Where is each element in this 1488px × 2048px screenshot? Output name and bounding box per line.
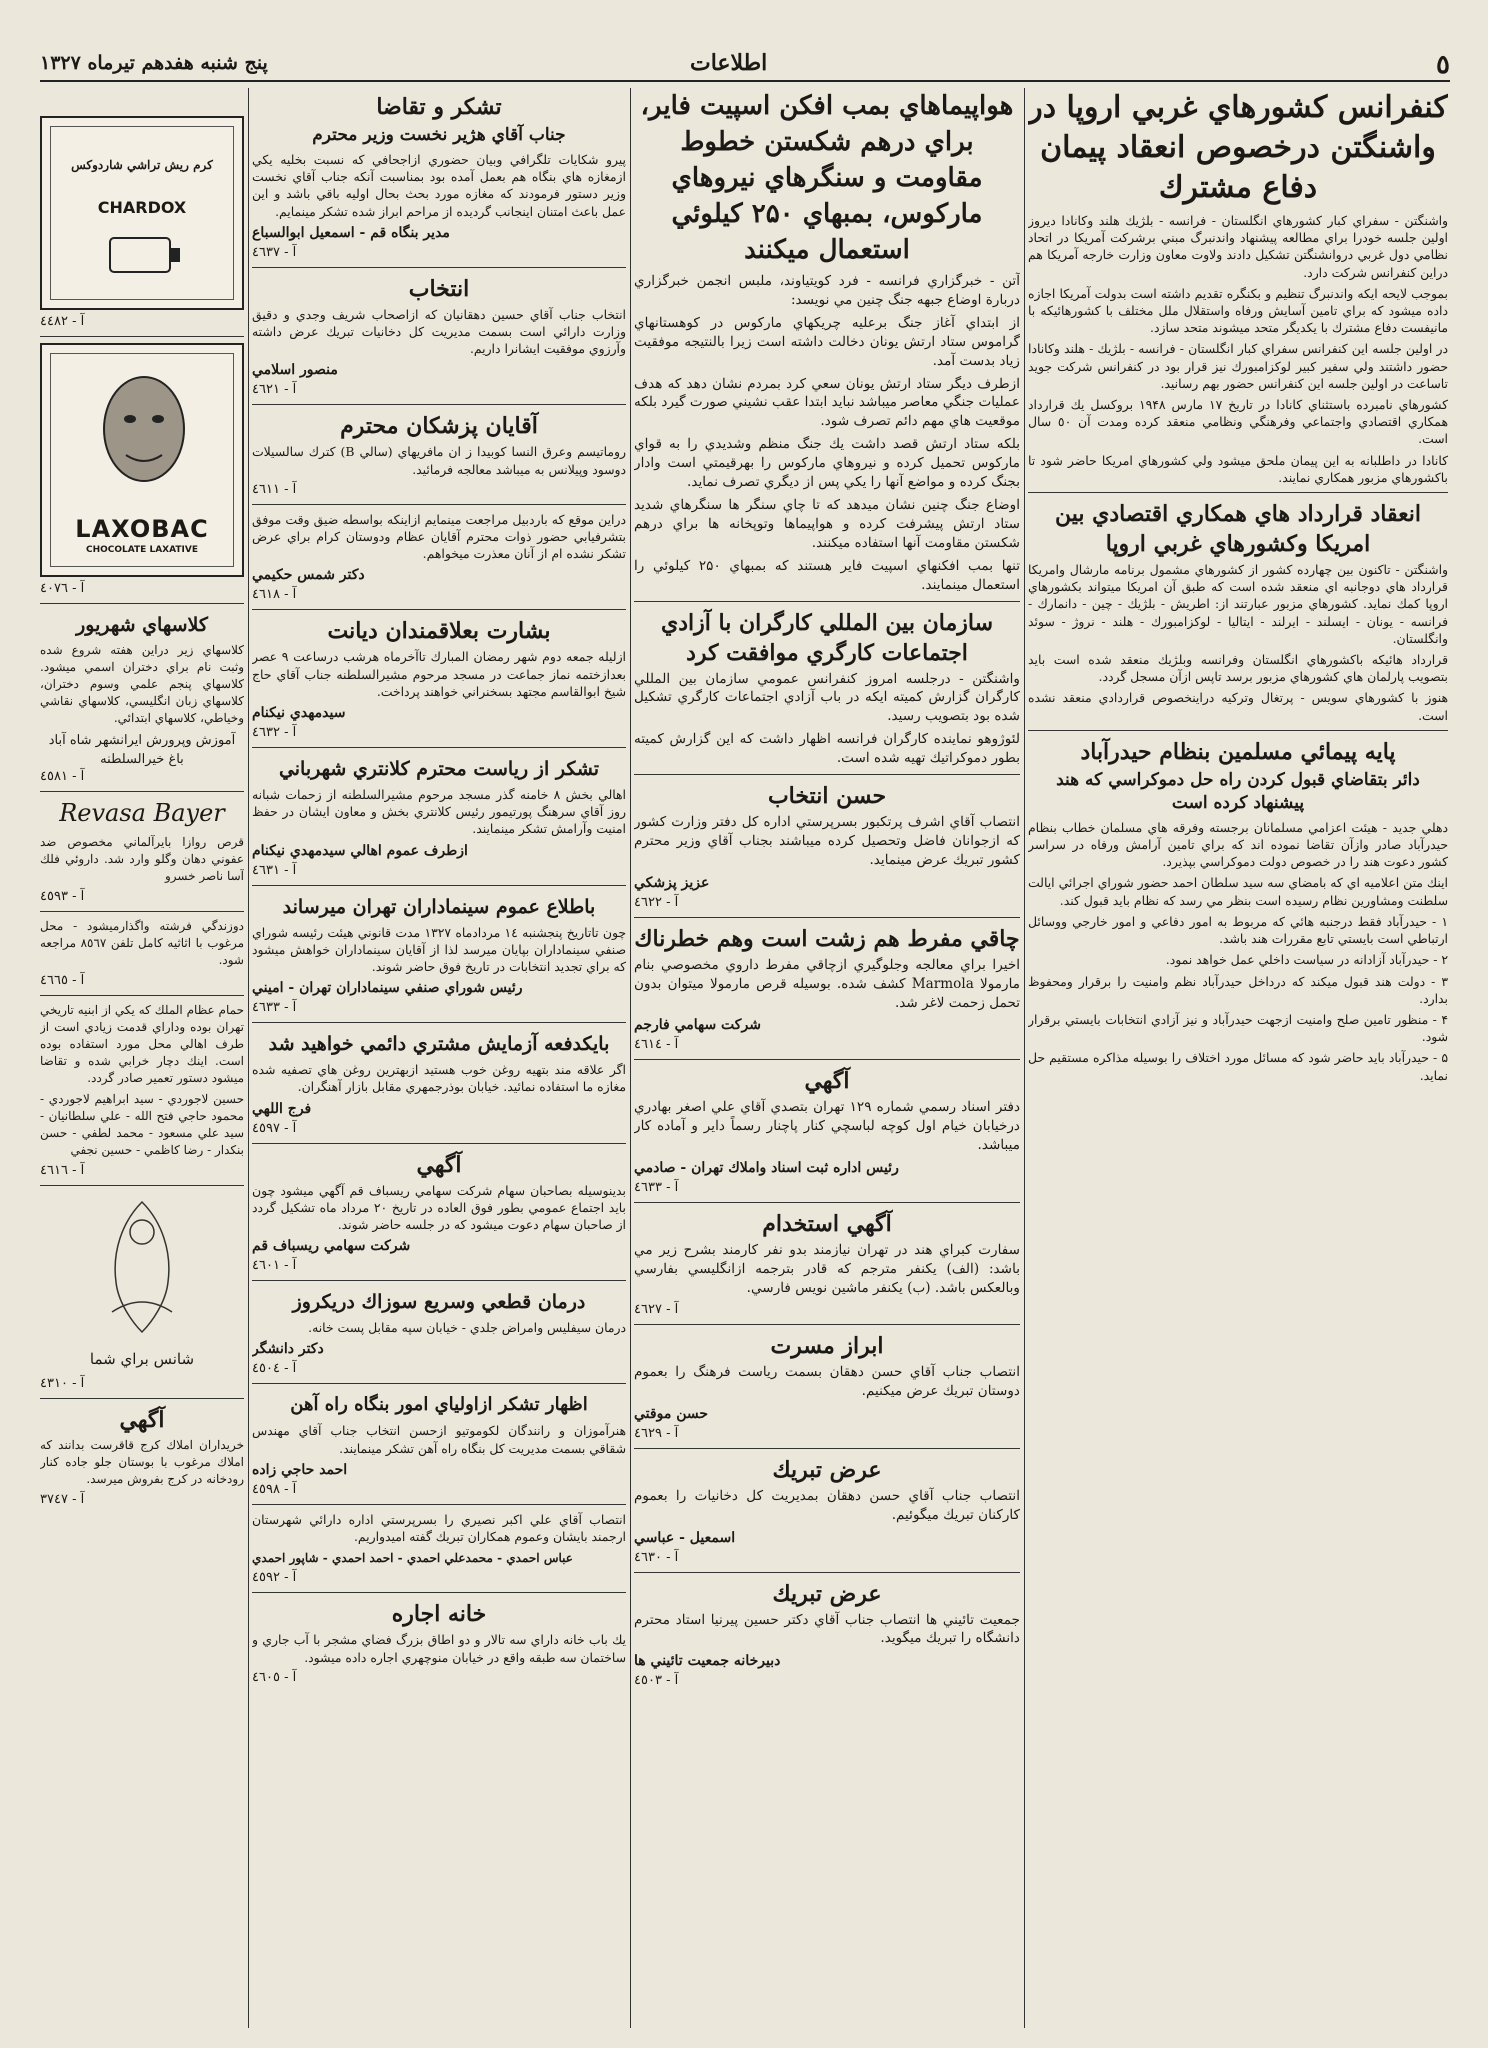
notice-body: هنرآموزان و رانندگان لكوموتيو ازحسن انتخاب جناب آقاي مهندس شقاقي بسمت مديريت كل بنگاه راه آهن تشكر مينمايند.	[252, 1423, 626, 1456]
divider	[40, 911, 244, 912]
notice-ref: آ - ٤٦٢١	[252, 382, 297, 398]
notice-title: حسن انتخاب	[767, 783, 887, 810]
column-1	[1028, 88, 1448, 2028]
paragraph: لئوژوهو نماينده كارگران فرانسه اظهار داشت كه اين گزارش كميته بطور دموكراتيك تهيه شده است.	[634, 731, 1020, 767]
column-3	[252, 88, 626, 2028]
ad-ref: آ - ٤٤٨٢	[40, 314, 85, 329]
article-body	[1028, 819, 1448, 1084]
lady-luck-illustration-icon	[82, 1192, 202, 1342]
ad-slogan: شانس براي شما	[89, 1350, 195, 1368]
tube-icon	[104, 226, 184, 286]
newspaper-name: اطلاعات	[690, 50, 768, 76]
notice-ref: آ - ٤٦٢٧	[634, 1301, 679, 1317]
paragraph: از ابتداي آغاز جنگ برعليه چريكهاي ماركوس در كوهستانهاي گراموس ستاد ارتش يونان دخالت داشته است زيرا بالنتيجه موفقيت زياد بدست آمد.	[634, 314, 1020, 369]
divider	[1028, 730, 1448, 731]
notice-title: باطلاع عموم سينماداران تهران ميرساند	[282, 895, 596, 918]
paragraph: ۳ - دولت هند قبول ميكند كه درداخل حيدرآباد نظم وامنيت را برقرار ومحفوظ بدارد.	[1028, 973, 1448, 1006]
notice-ref: آ - ٤٦٢٢	[634, 894, 679, 910]
notice-ref: آ - ٤٥٩٢	[252, 1570, 297, 1586]
divider	[252, 1280, 626, 1281]
paragraph: بموجب لايحه ايكه واندنبرگ تنظيم و بكنگره تقديم داشته است بدولت آمريكا اجازه داده ميشود كه براي تامين آسايش ورفاه واستقلال ملل مختلف با كشورهائيكه با مانيفست دفاع مشترك با يكديگر متحد ميشوند متحد سازد.	[1028, 285, 1448, 336]
notice-signatories: حسين لاجوردي - سيد ابراهيم لاجوردي - محمود حاجي فتح الله - علي سلطانيان - سيد علي مسعود - محمد لطفي - حسن بنكدار - رضا كاظمي - حسين نجفي	[40, 1092, 244, 1157]
notice-ref: آ - ٤٦١٨	[252, 587, 297, 603]
divider	[252, 504, 626, 505]
notice-title: بشارت بعلاقمندان ديانت	[327, 618, 551, 645]
divider	[40, 603, 244, 604]
notice-body: درمان سيفليس وامراض جلدي - خيابان سپه مقابل پست خانه.	[308, 1320, 626, 1336]
notice-ref: آ - ٣٧٤٧	[40, 1492, 85, 1507]
notice-signature: مدير بنگاه قم - اسمعيل ابوالسباع	[252, 224, 450, 241]
paragraph: ۴ - منظور تامين صلح وامنيت ازجهت حيدرآباد و نيز آزادي انتخابات بايستي برقرار شود.	[1028, 1011, 1448, 1045]
notice-signature: منصور اسلامي	[252, 362, 338, 379]
notice-ref: آ - ٤٥٩٣	[40, 889, 85, 904]
notice-publisher: آموزش وپرورش ايرانشهر شاه آباد باغ خيرالسلطنه	[48, 733, 236, 767]
paragraph: كشورهاي نامبرده باستثناي كانادا در تاريخ ۱۷ مارس ۱۹۴۸ بروكسل يك قرارداد همكاري اقتصادي واجتماعي وفرهنگي ونظامي منعقد كرده ومدت آن ٥٠ سال است.	[1028, 397, 1448, 447]
column-4	[40, 88, 244, 2028]
column-2	[634, 88, 1020, 2028]
article-body	[634, 272, 1020, 595]
notice-ref: آ - ٤٦٣٢	[252, 725, 297, 741]
divider	[40, 336, 244, 337]
notice-ref: آ - ٤٥٠٤	[252, 1361, 297, 1377]
paragraph: دهلي جديد - هيئت اعزامي مسلمانان برجسته وفرقه هاي مسلمان خطاب بنظام حيدرآباد صادر وازآن تقاضا نموده اند كه براي تامين آرامش ورفاه در سراسر كشور دعوت هند را در خصوص دولت دموكراسي بپذيرد.	[1028, 819, 1448, 870]
notice-body: دوزندگي فرشته واگذارميشود - محل مرغوب با اثاثيه كامل تلفن ٨٥٦٧ مراجعه شود.	[40, 919, 244, 967]
notice-signature: رئيس شوراي صنفي سينماداران تهران - اميني	[252, 980, 523, 997]
paragraph: هنوز با كشورهاي سويس - پرتغال وتركيه دراينخصوص قراردادي منعقد نشده است.	[1028, 690, 1448, 723]
paragraph: بلكه ستاد ارتش قصد داشت يك جنگ منظم وشديدي را به قواي ماركوس تحميل كرده و نيروهاي ماركوس را بهرقيمتي است وادار بجنگ كرده و مواضع آنها را يكي پس از ديگري تصرف نمايد.	[634, 436, 1020, 491]
notice-body: ازليله جمعه دوم شهر رمضان المبارك تاآخرماه هرشب درساعت ۹ عصر بعدازختمه نماز جماعت در مسجد مرحوم مشيرالسلطنه جناب آقاي حاج شيخ ابوالقاسم مجتهد بسخنراني خواهند پرداخت.	[252, 649, 626, 699]
issue-date: پنج شنبه هفدهم تیرماه ۱۳۲۷	[40, 52, 268, 74]
divider	[634, 1324, 1020, 1325]
divider	[40, 1398, 244, 1399]
divider	[252, 1383, 626, 1384]
divider	[634, 1202, 1020, 1203]
notice-signature: ازطرف عموم اهالي سيدمهدي نيكنام	[252, 842, 468, 859]
notice-ref: آ - ٤٦٦٥	[40, 973, 85, 988]
notice-ref: آ - ٤٥٨١	[40, 769, 85, 784]
notice-title: آقايان پزشكان محترم	[340, 413, 538, 440]
ad-laxobac	[40, 343, 244, 577]
divider	[252, 267, 626, 268]
notice-signature: حسن موقتي	[634, 1405, 708, 1422]
notice-signature: دكتر دانشگر	[252, 1341, 324, 1358]
notice-signature: دكتر شمس حكيمي	[252, 567, 365, 584]
notice-body: كلاسهاي زير دراين هفته شروع شده وثبت نام براي دختران اسمي ميشود. كلاسهاي پنجم علمي وسوم دختران، كلاسهاي زبان انگليسي، كلاسهاي نقاشي وخياطي، كلاسهاي ابتدائي.	[40, 643, 244, 725]
notice-body: انتصاب جناب آقاي حسن دهقان بسمت رياست فرهنگ را بعموم دوستان تبريك عرض ميكنيم.	[634, 1363, 1020, 1399]
notice-title: آگهي	[804, 1068, 850, 1095]
notice-ref: آ - ٤٦٠٥	[252, 1669, 297, 1685]
paragraph: قرارداد هائيكه باكشورهاي انگلستان وفرانسه وبلژيك منعقد شده است بايد بتصويب پارلمان هاي كشورهاي مزبور برسد تاپس ازآن مسجل گردد.	[1028, 652, 1448, 685]
paragraph: اوضاع جنگ چنين نشان ميدهد كه تا چاي سنگر ها سنگرهاي شديد ستاد ارتش پيشرفت كرده و هواپيماها وتوپخانه ها براي درهم شكستن مقاومت آنها استفاده ميكنند.	[634, 496, 1020, 551]
notice-body: چون تاتاريخ پنجشنبه ۱٤ مردادماه ۱۳۲۷ مدت قانوني هيئت رئيسه شوراي صنفي سينماداران بپايان ميرسد لذا از آقايان سينماداران خواهش ميشود كه براي تجديد انتخابات در تاريخ فوق حاضر شوند.	[252, 924, 626, 975]
column-rule	[248, 88, 249, 2028]
notice-body: دراين موقع كه باردبيل مراجعت مينمايم ازاينكه بواسطه ضيق وقت موفق بتشرفيابي حضور ذوات محترم آقايان عظام ودوستان كرام براي عرض تشكر نشده ام از آنان معذرت ميخواهم.	[252, 511, 626, 562]
paragraph: ۲ - حيدرآباد آزادانه در سياست داخلي عمل خواهد نمود.	[1165, 952, 1448, 968]
paragraph: ۱ - حيدرآباد فقط درجنبه هائي كه مربوط به امور دفاعي و امور خارجي ووسائل ارتباطي است بايستي تابع مقررات هند باشد.	[1028, 913, 1448, 947]
article-body	[1028, 561, 1448, 724]
notice-title: آگهي	[416, 1151, 462, 1178]
notice-body: اهالي بخش ۸ خامنه گذر مسجد مرحوم مشيرالسلطنه از زحمات شبانه روز آقاي سرهنگ پورتيمور رئيس كلانتري بخش و معاون ايشان در حفظ امنيت وآرامش تشكر مينمايند.	[252, 787, 626, 837]
notice-title: انتخاب	[408, 275, 470, 302]
divider	[634, 917, 1020, 918]
ad-ref: آ - ٤٠٧٦	[40, 581, 85, 596]
ad-line: كرم ريش تراشي شاردوكس	[71, 158, 213, 172]
notice-title: كلاسهاي شهريور	[76, 614, 208, 636]
notice-signature: احمد حاجي زاده	[252, 1461, 348, 1478]
notice-signature: فرج اللهي	[252, 1100, 312, 1117]
notice-signature: عزيز پزشكي	[634, 874, 710, 891]
notice-body: حمام عظام الملك كه يكي از ابنيه تاريخي تهران بوده وداراي قدمت زيادي است از طرف اهالي محل مورد استفاده بوده است. اينك دچار خرابي شده و تقاضا ميشود دستور تعمير صادر گردد.	[40, 1003, 244, 1085]
notice-body: اگر علاقه مند بتهيه روغن خوب هستيد ازبهترين روغن هاي تصفيه شده مغازه ما استفاده نمائيد. خيابان بوذرجمهري مقابل بازار آهنگران.	[252, 1062, 626, 1095]
notice-ref: آ - ٤٥٠٣	[634, 1673, 679, 1689]
notice-ref: آ - ٤٦٣٣	[634, 1180, 679, 1196]
article-headline: پايه پيمائي مسلمين بنظام حيدرآباد	[1080, 738, 1396, 765]
column-rule	[1024, 88, 1025, 2028]
article-headline: كنفرانس كشورهاي غربي اروپا در واشنگتن درخصوص انعقاد پيمان دفاع مشترك	[1028, 90, 1448, 205]
notice-subtitle: جناب آقاي هژير نخست وزير محترم	[312, 125, 566, 145]
notice-body: انتصاب آقاي علي اكبر نصيري را بسرپرستي اداره دارائي شهرستان ارجمند بايشان وعموم همكاران تبريك گفته اميدواريم.	[252, 1511, 626, 1545]
divider	[252, 1143, 626, 1144]
notice-body: انتصاب جناب آقاي حسن دهقان بمديريت كل دخانيات را بعموم كاركنان تبريك ميگوئيم.	[634, 1487, 1020, 1523]
divider	[634, 601, 1020, 602]
notice-body: پيرو شكايات تلگرافي وبيان حضوري ازاجحافي كه نسبت بخليه يكي ازمغازه هاي بنگاه هم بعمل آمده بود بمناسبت آنكه جناب آقاي نخست وزير دستور فرمودند كه مغازه مورد بحث بحال اوليه باقي باشد و اين عمل باعث امتنان اينجانب گرديده از مراحم ابراز شده تشكر مينمايم.	[252, 152, 626, 219]
notice-ref: آ - ٤٦٣٧	[252, 244, 297, 260]
divider	[252, 1504, 626, 1505]
notice-ref: آ - ٤٦١٤	[634, 1037, 679, 1053]
notice-body: اخيرا براي معالجه وجلوگيري ازچاقي مفرط داروي مخصوصي بنام مارمولا Marmola كشف شده. بوسيله قرص مارمولا ميتوان بدون تحمل زحمت لاغر شد.	[634, 956, 1020, 1011]
notice-title: عرض تبريك	[772, 1456, 882, 1483]
paragraph: تنها بمب افكنهاي اسپيت فاير هستند كه بمبهاي ۲۵۰ كيلوئي را استعمال مينمايند.	[634, 557, 1020, 593]
notice-title: آگهي	[119, 1407, 165, 1433]
notice-title: بايكدفعه آزمايش مشتري دائمي خواهيد شد	[268, 1033, 610, 1056]
paragraph: اينك متن اعلاميه اي كه بامضاي سه سيد سلطان احمد حضور شوراي اجرائي ايالت سلطنت ومشاورين نظام رسيده است بنظر مي رسد كه نظام بايد قبول كند.	[1028, 875, 1448, 908]
article-body	[634, 670, 1020, 769]
paragraph: واشنگتن - سفراي كبار كشورهاي انگلستان - فرانسه - بلژيك هلند وكانادا ديروز اولين جلسه خودرا براي مطالعه پيشنهاد واندنبرگ مبني برشركت آمريكا در اتحاد نظامي دول غربي دروانشنگتن تشكيل دادند ولاوت معاون وزارت خارجه آمريكا هم دراين كنفرانس شركت دارد.	[1028, 213, 1448, 280]
notice-title: ابراز مسرت	[770, 1332, 884, 1359]
divider	[634, 1059, 1020, 1060]
divider	[40, 1185, 244, 1186]
notice-title: تشكر و تقاضا	[376, 94, 502, 120]
divider	[1028, 492, 1448, 493]
divider	[252, 1592, 626, 1593]
divider	[40, 995, 244, 996]
divider	[634, 1448, 1020, 1449]
notice-body: روماتيسم وعرق النسا كوبيدا ز ان مافريهاي (سالي B) كترك سالسيلات دوسود وپيلانس به ميباشد معالجه فرمائيد.	[252, 444, 626, 477]
divider	[252, 747, 626, 748]
article-subheadline: دائر بتقاضاي قبول كردن راه حل دموكراسي كه هند پيشنهاد كرده است	[1056, 769, 1420, 813]
notice-ref: آ - ٤٦١٦	[40, 1163, 85, 1178]
notice-body: انتخاب جناب آقاي حسين دهقانيان كه ازاصحاب شريف وجدي و دقيق وزارت دارائي است بسمت مديريت كل دخانيات تبريك عرض داشته وآرزوي موفقيت ايشانرا داريم.	[252, 306, 626, 357]
notice-ref: آ - ٤٦٢٩	[634, 1425, 679, 1441]
article-body	[1028, 212, 1448, 486]
notice-signature: عباس احمدي - محمدعلي احمدي - احمد احمدي - شاپور احمدي	[252, 1551, 573, 1566]
portrait-icon	[86, 367, 202, 507]
paragraph: واشنگتن - درجلسه امروز كنفرانس عمومي سازمان بين المللي كارگران گزارش كميته ايكه در باب آزادي اجتماعات كارگري تشكيل شده بود بتصويب رسيد.	[634, 670, 1020, 725]
notice-ref: آ - ٤٣١٠	[40, 1376, 85, 1391]
notice-body: قرص روازا بايرآلماني مخصوص ضد عفوني دهان وگلو وارد شد. داروئي فلك آسا ناصر خسرو	[40, 835, 244, 883]
notice-body: دفتر اسناد رسمي شماره ۱۲۹ تهران بتصدي آقاي علي اصغر بهادري درخيابان خيام اول كوچه لباسچي كنار پاچنار رسماً داير و آماده كار ميباشد.	[634, 1099, 1020, 1154]
notice-title: خانه اجاره	[391, 1601, 487, 1628]
notice-signature: اسمعيل - عباسي	[634, 1529, 736, 1546]
notice-signature: سيدمهدي نيكنام	[252, 705, 346, 722]
notice-title: عرض تبريك	[772, 1580, 882, 1607]
divider	[252, 1022, 626, 1023]
ad-brand: LAXOBAC	[75, 515, 209, 543]
divider	[634, 1572, 1020, 1573]
notice-body: جمعيت تائيني ها انتصاب جناب آقاي دكتر حسين پيرنيا استاد محترم دانشگاه را تبريك ميگويد.	[634, 1611, 1020, 1647]
divider	[252, 885, 626, 886]
notice-ref: آ - ٤٦٠١	[252, 1258, 297, 1274]
notice-ref: آ - ٤٦٣٠	[634, 1549, 679, 1565]
notice-ref: آ - ٤٥٩٧	[252, 1120, 297, 1136]
column-rule	[630, 88, 631, 2028]
notice-title: اظهار تشكر ازاولياي امور بنگاه راه آهن	[290, 1394, 588, 1416]
notice-signature: رئيس اداره ثبت اسناد واملاك تهران - صادمي	[634, 1160, 899, 1177]
divider	[40, 791, 244, 792]
paragraph: ۵ - حيدرآباد بايد حاضر شود كه مسائل مورد اختلاف را بوسيله مذاكره مستقيم حل نمايد.	[1028, 1050, 1448, 1083]
notice-ref: آ - ٤٥٩٨	[252, 1481, 297, 1497]
paragraph: ازطرف ديگر ستاد ارتش يونان سعي كرد بمردم نشان دهد كه هدف عمليات جنگي معاصر ميباشد نبايد ابتدا عقب نشيني صورت گيرد بلكه موقعيت هاي مهم دائم تصرف شود.	[634, 375, 1020, 430]
article-headline: سازمان بين المللي كارگران با آزادي اجتماعات كارگري موافقت كرد	[660, 609, 994, 666]
notice-signature: دبيرخانه جمعيت تائيني ها	[634, 1653, 781, 1670]
article-headline: انعقاد قرارداد هاي همكاري اقتصادي بين امريكا وكشورهاي غربي اروپا	[1055, 501, 1421, 558]
ad-brand: CHARDOX	[97, 198, 187, 217]
paragraph: واشنگتن - تاكنون بين چهارده كشور از كشورهاي مشمول برنامه مارشال وامريكا قرارداد هاي دوجانبه اي منعقد شده است كه طبق آن امريكا ميتواند بكشورهاي اروپا كمك نمايد. كشورهاي مزبور عبارتند از: اطريش - بلژيك - چين - دانمارك - فرانسه - يونان - ايسلند - ايرلند - ايتاليا - لوكزامبورك - هلند - نروژ - سوئد وانگلستان.	[1028, 562, 1448, 646]
notice-ref: آ - ٤٦٣٣	[252, 1000, 297, 1016]
notice-body: بدينوسيله بصاحبان سهام شركت سهامي ريسباف قم آگهي ميشود چون بايد اجتماع عمومي بطور فوق العاده در تاريخ ۲۰ مرداد ماه تشكيل گردد از صاحبان سهام دعوت ميشود كه در جلسه حاضر شوند.	[252, 1182, 626, 1233]
ad-brand: Revasa Bayer	[59, 799, 225, 827]
notice-signature: شركت سهامي فارجم	[634, 1017, 761, 1034]
article-headline: هواپيماهاي بمب افكن اسپيت فاير، براي درهم شكستن خطوط مقاومت و سنگرهاي نيروهاي ماركوس، بمبهاي ۲۵۰ كيلوئي استعمال ميكنند	[640, 91, 1014, 265]
notice-body: سفارت كبراي هند در تهران نيازمند بدو نفر كارمند بشرح زير مي باشد: (الف) يكنفر مترجم كه قادر بترجمه ازانگليسي بفارسي وبالعكس باشد. (ب) يكنفر ماشين نويس فارسي.	[634, 1242, 1020, 1296]
notice-signature: شركت سهامي ريسباف قم	[252, 1238, 411, 1255]
divider	[252, 404, 626, 405]
paragraph: آتن - خبرگزاري فرانسه - فرد كويتياوند، ملبس انجمن خبرگزاري دربارة اوضاع جبهه جنگ چنين مي نويسد:	[634, 273, 1020, 308]
notice-body: انتصاب آقاي اشرف پرتكبور بسرپرستي اداره كل دفتر وزارت كشور كه ازجوانان فاضل وتحصيل كرده ميباشند بجناب آقاي وزير محترم كشور تبريك عرض مينمايد.	[634, 814, 1020, 868]
notice-ref: آ - ٤٦١١	[252, 481, 297, 497]
divider	[634, 774, 1020, 775]
paragraph: در اولين جلسه اين كنفرانس سفراي كبار انگلستان - فرانسه - بلژيك - هلند وكانادا حضور داشتند ولي سفير كبير لوكزامبورك نيز قرار بود در كنفرانس شركت جويد تاساعت در اولين جلسه اين كنفرانس حضور بهم رسانيد.	[1028, 341, 1448, 391]
notice-body: خريداران املاك كرج قاقرست بدانند كه املاك مرغوب با بوستان جلو جاده كنار رودخانه در كرج بفروش ميرسد.	[40, 1438, 244, 1486]
notice-title: چاقي مفرط هم زشت است وهم خطرناك	[634, 925, 1020, 952]
divider	[252, 609, 626, 610]
page-number: ٥	[1436, 50, 1450, 80]
notice-body: يك باب خانه داراي سه تالار و دو اطاق بزرگ فضاي مشجر با آب جاري و ساختمان سه طبقه واقع در خيابان منوچهري اجاره داده ميشود.	[252, 1632, 626, 1665]
notice-title: تشكر از رياست محترم كلانتري شهرباني	[278, 758, 600, 781]
notice-title: درمان قطعي وسريع سوزاك دريكروز	[292, 1291, 586, 1314]
notice-title: آگهي استخدام	[762, 1211, 892, 1238]
masthead	[40, 50, 1450, 82]
ad-tagline: CHOCOLATE LAXATIVE	[86, 545, 198, 555]
notice-ref: آ - ٤٦٣١	[252, 862, 297, 878]
paragraph: كانادا در داطلبانه به اين پيمان ملحق ميشود ولي كشورهاي امريكا حاضر شود تا باكشورهاي مزبور همكاري نمايند.	[1028, 452, 1448, 485]
ad-chardox	[40, 116, 244, 310]
